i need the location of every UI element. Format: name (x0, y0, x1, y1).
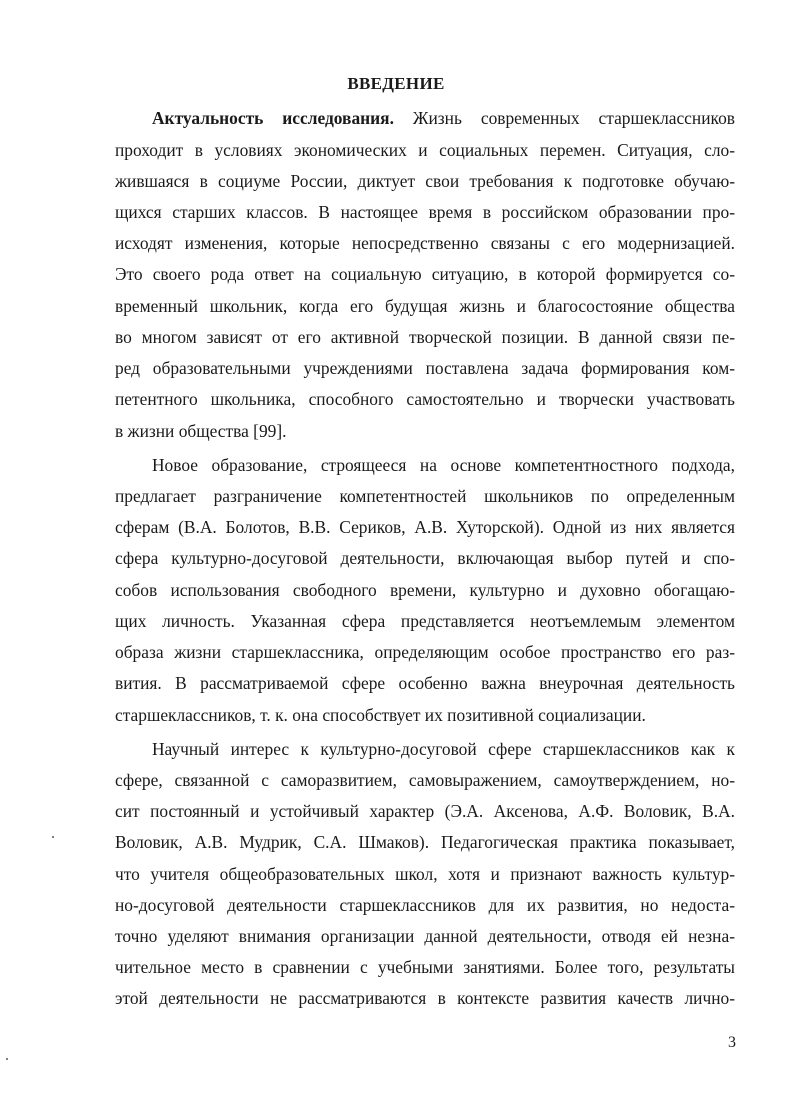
paragraph-2-line-2: предлагает разграничение компетентностей школьников по определенным (115, 486, 735, 506)
paragraph-2-line-3: сферам (В.А. Болотов, В.В. Сериков, А.В. Хуторской). Одной из них является (115, 517, 735, 537)
paragraph-3-line-4: Воловик, А.В. Мудрик, С.А. Шмаков). Педагогическая практика показывает, (115, 832, 735, 852)
scan-speck (6, 1058, 8, 1060)
page-title: ВВЕДЕНИЕ (347, 74, 445, 93)
paragraph-1-line-1 (152, 108, 735, 128)
paragraph-2-line-6: щих личность. Указанная сфера представляется неотъемлемым элементом (115, 611, 735, 631)
paragraph-1-line-8: во многом зависят от его активной творческой позиции. В данной связи пе- (115, 327, 735, 347)
paragraph-3-line-3: сит постоянный и устойчивый характер (Э.А. Аксенова, А.Ф. Воловик, В.А. (115, 801, 735, 821)
paragraph-3-line-5: что учителя общеобразовательных школ, хотя и признают важность культур- (115, 864, 735, 884)
paragraph-3-line-6: но-досуговой деятельности старшеклассников для их развития, но недоста- (115, 895, 735, 915)
paragraph-1-line-4: щихся старших классов. В настоящее время в российском образовании про- (115, 202, 735, 222)
paragraph-2-line-8: вития. В рассматриваемой сфере особенно важна внеурочная деятельность (115, 673, 735, 693)
paragraph-3-line-1: Научный интерес к культурно-досуговой сфере старшеклассников как к (152, 739, 735, 759)
scan-speck (52, 836, 54, 838)
paragraph-2-line-9: старшеклассников, т. к. она способствует их позитивной социализации. (115, 705, 646, 725)
paragraph-1-line-1-text: Жизнь современных старшеклассников (393, 108, 735, 128)
paragraph-2-line-1: Новое образование, строящееся на основе компетентностного подхода, (152, 455, 735, 475)
paragraph-1-line-2: проходит в условиях экономических и социальных перемен. Ситуация, сло- (115, 140, 735, 160)
paragraph-2-line-7: образа жизни старшеклассника, определяющим особое пространство его раз- (115, 642, 735, 662)
paragraph-3-line-7: точно уделяют внимания организации данной деятельности, отводя ей незна- (115, 926, 735, 946)
paragraph-2-line-4: сфера культурно-досуговой деятельности, включающая выбор путей и спо- (115, 548, 735, 568)
paragraph-1-line-6: Это своего рода ответ на социальную ситуацию, в которой формируется со- (115, 264, 735, 284)
paragraph-1-line-11: в жизни общества [99]. (115, 421, 287, 441)
paragraph-1-line-5: исходят изменения, которые непосредственно связаны с его модернизацией. (115, 233, 735, 253)
paragraph-3-line-9: этой деятельности не рассматриваются в контексте развития качеств лично- (115, 988, 735, 1008)
paragraph-1-lead: Актуальность исследования. (152, 108, 394, 128)
paragraph-1-line-3: жившаяся в социуме России, диктует свои требования к подготовке обучаю- (115, 171, 735, 191)
paragraph-1-line-7: временный школьник, когда его будущая жизнь и благосостояние общества (115, 296, 735, 316)
paragraph-1-line-9: ред образовательными учреждениями поставлена задача формирования ком- (115, 358, 735, 378)
page-number: 3 (728, 1034, 736, 1051)
paragraph-1-line-10: петентного школьника, способного самостоятельно и творчески участвовать (115, 389, 735, 409)
paragraph-2-line-5: собов использования свободного времени, культурно и духовно обогащаю- (115, 580, 735, 600)
paragraph-3-line-8: чительное место в сравнении с учебными занятиями. Более того, результаты (115, 957, 735, 977)
paragraph-3-line-2: сфере, связанной с саморазвитием, самовыражением, самоутверждением, но- (115, 770, 735, 790)
